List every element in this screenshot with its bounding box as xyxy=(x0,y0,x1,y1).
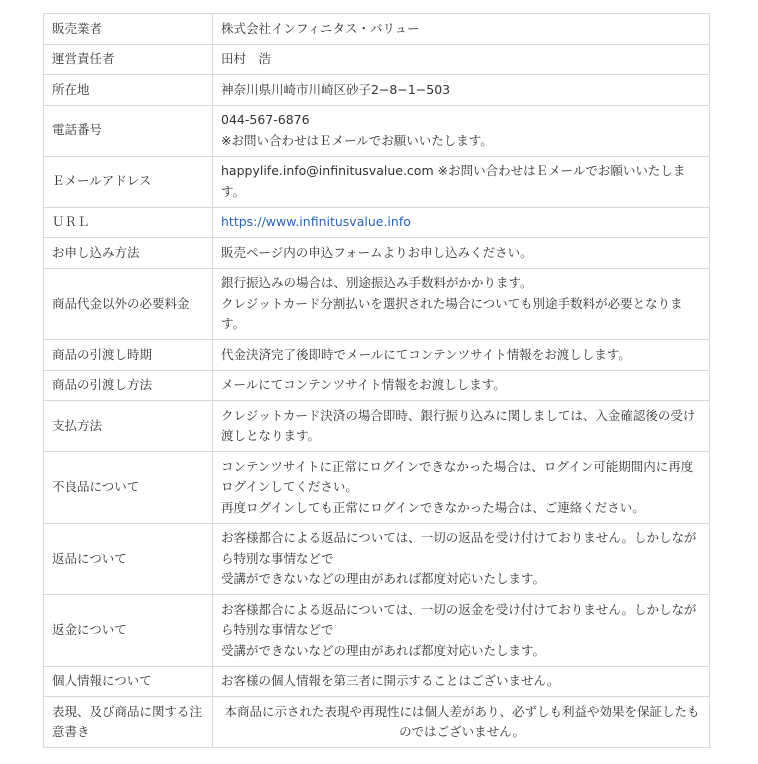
value-line: 販売ページ内の申込フォームよりお申し込みください。 xyxy=(221,244,533,260)
value-line: 044-567-6876 xyxy=(221,112,310,127)
label-order-method: お申し込み方法 xyxy=(44,238,213,269)
value-line: 株式会社インフィニタス・バリュー xyxy=(221,20,420,36)
row-extra-fees xyxy=(44,268,710,340)
value-extra-fees xyxy=(213,268,710,340)
value-delivery-time xyxy=(213,340,710,371)
value-email xyxy=(213,156,710,207)
value-line: 神奈川県川崎市川崎区砂子2−8−1−503 xyxy=(221,81,451,97)
value-delivery-method xyxy=(213,370,710,401)
label-seller: 販売業者 xyxy=(44,14,213,45)
value-url xyxy=(213,207,710,238)
label-refunds: 返金について xyxy=(44,595,213,667)
row-privacy xyxy=(44,666,710,697)
value-line: 受講ができないなどの理由があれば都度対応いたします。 xyxy=(221,571,546,586)
value-line: 代金決済完了後即時でメールにてコンテンツサイト情報をお渡しします。 xyxy=(221,346,631,362)
value-line: お客様の個人情報を第三者に開示することはございません。 xyxy=(221,673,560,688)
label-email: Ｅメールアドレス xyxy=(44,156,213,207)
value-disclaimer xyxy=(213,697,710,748)
row-manager xyxy=(44,44,710,75)
label-defective: 不良品について xyxy=(44,452,213,524)
label-returns: 返品について xyxy=(44,523,213,595)
value-refunds xyxy=(213,595,710,667)
row-order-method xyxy=(44,238,710,269)
row-delivery-time xyxy=(44,340,710,371)
value-line: 田村 浩 xyxy=(221,51,272,66)
value-privacy xyxy=(213,666,710,697)
value-seller xyxy=(213,14,710,45)
row-seller xyxy=(44,14,710,45)
value-line: お客様都合による返品については、一切の返品を受け付けておりません。しかしながら特別な事情などで xyxy=(221,530,697,566)
row-delivery-method xyxy=(44,370,710,401)
row-address xyxy=(44,75,710,106)
label-delivery-method: 商品の引渡し方法 xyxy=(44,370,213,401)
value-line: お客様都合による返品については、一切の返金を受け付けておりません。しかしながら特別な事情などで xyxy=(221,601,697,637)
row-refunds xyxy=(44,595,710,667)
row-payment-method xyxy=(44,401,710,452)
tokushoho-table xyxy=(43,13,710,748)
value-line: クレジットカード分割払いを選択された場合についても別途手数料が必要となります。 xyxy=(221,295,683,331)
value-line: メールにてコンテンツサイト情報をお渡しします。 xyxy=(221,377,506,392)
value-line: 本商品に示された表現や再現性には個人差があり、必ずしも利益や効果を保証したものではございません。 xyxy=(224,703,700,739)
value-defective xyxy=(213,452,710,524)
label-delivery-time: 商品の引渡し時期 xyxy=(44,340,213,371)
label-address: 所在地 xyxy=(44,75,213,106)
value-line: 受講ができないなどの理由があれば都度対応いたします。 xyxy=(221,642,546,658)
row-disclaimer xyxy=(44,697,710,748)
label-url: ＵＲＬ xyxy=(44,207,213,238)
value-line: クレジットカード決済の場合即時、銀行振り込みに関しましては、入金確認後の受け渡しとなります。 xyxy=(221,407,696,443)
label-payment-method: 支払方法 xyxy=(44,401,213,452)
label-manager: 運営責任者 xyxy=(44,44,213,75)
value-line: 再度ログインしても正常にログインできなかった場合は、ご連絡ください。 xyxy=(221,499,645,515)
value-line: happylife.info@infinitusvalue.com ※お問い合わせはＥメールでお願いいたします。 xyxy=(221,163,686,199)
row-phone xyxy=(44,105,710,156)
label-extra-fees: 商品代金以外の必要料金 xyxy=(44,268,213,340)
row-url xyxy=(44,207,710,238)
row-email xyxy=(44,156,710,207)
row-returns xyxy=(44,523,710,595)
value-line: コンテンツサイトに正常にログインできなかった場合は、ログイン可能期間内に再度ログインしてください。 xyxy=(221,458,694,494)
label-privacy: 個人情報について xyxy=(44,666,213,697)
value-phone xyxy=(213,105,710,156)
row-defective xyxy=(44,452,710,524)
url-link[interactable]: https://www.infinitusvalue.info xyxy=(221,214,411,229)
value-line: ※お問い合わせはＥメールでお願いいたします。 xyxy=(221,132,493,148)
value-address xyxy=(213,75,710,106)
value-payment-method xyxy=(213,401,710,452)
value-line: 銀行振込みの場合は、別途振込み手数料がかかります。 xyxy=(221,275,533,290)
label-phone: 電話番号 xyxy=(44,105,213,156)
label-disclaimer: 表現、及び商品に関する注意書き xyxy=(44,697,213,748)
tokushoho-container xyxy=(43,13,709,748)
value-manager xyxy=(213,44,710,75)
value-order-method xyxy=(213,238,710,269)
value-returns xyxy=(213,523,710,595)
